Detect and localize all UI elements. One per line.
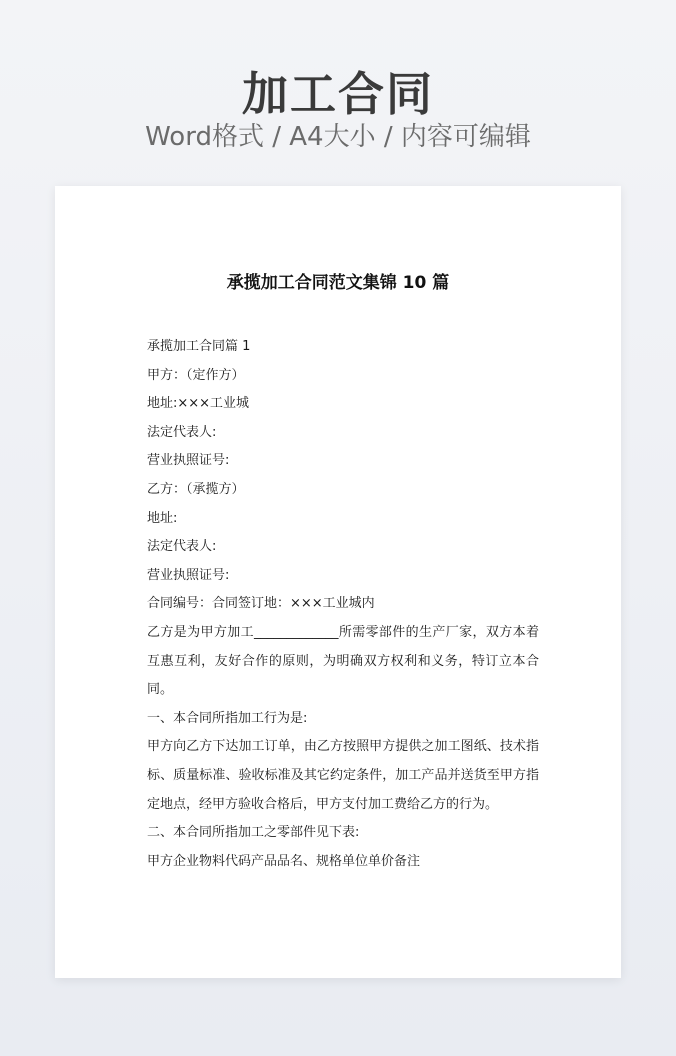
party-a-line: 甲方：（定作方） <box>147 367 245 383</box>
intro-paragraph: 乙方是为甲方加工_____________所需零部件的生产厂家，双方本着互惠互利，友好合作的原则，为明确双方权利和义务，特订立本合同。 <box>147 624 539 698</box>
clause-2-heading: 二、本合同所指加工之零部件见下表: <box>147 825 360 841</box>
party-a-legal-rep-line: 法定代表人: <box>147 424 217 440</box>
party-b-line: 乙方：（承揽方） <box>147 481 245 497</box>
document-body <box>147 333 539 876</box>
section-heading: 承揽加工合同篇 1 <box>147 339 251 354</box>
clause-1-body: 甲方向乙方下达加工订单，由乙方按照甲方提供之加工图纸、技术指标、质量标准、验收标准及其它约定条件，加工产品并送货至甲方指定地点，经甲方验收合格后，甲方支付加工费给乙方的行为。 <box>147 739 539 812</box>
page-subtitle: Word格式 / A4大小 / 内容可编辑 <box>145 122 531 152</box>
party-b-license-line: 营业执照证号: <box>147 567 230 583</box>
party-a-address-line: 地址:×××工业城 <box>147 396 250 412</box>
table-header-line: 甲方企业物料代码产品品名、规格单位单价备注 <box>147 853 421 869</box>
document-page <box>55 186 621 978</box>
contract-info-line: 合同编号：合同签订地：×××工业城内 <box>147 596 375 612</box>
clause-1-heading: 一、本合同所指加工行为是: <box>147 710 308 726</box>
party-a-license-line: 营业执照证号: <box>147 453 230 469</box>
party-b-legal-rep-line: 法定代表人: <box>147 539 217 555</box>
party-b-address-line: 地址: <box>147 510 178 526</box>
page-header <box>0 0 676 180</box>
document-title: 承揽加工合同范文集锦 10 篇 <box>226 273 450 293</box>
page-title: 加工合同 <box>242 67 434 121</box>
